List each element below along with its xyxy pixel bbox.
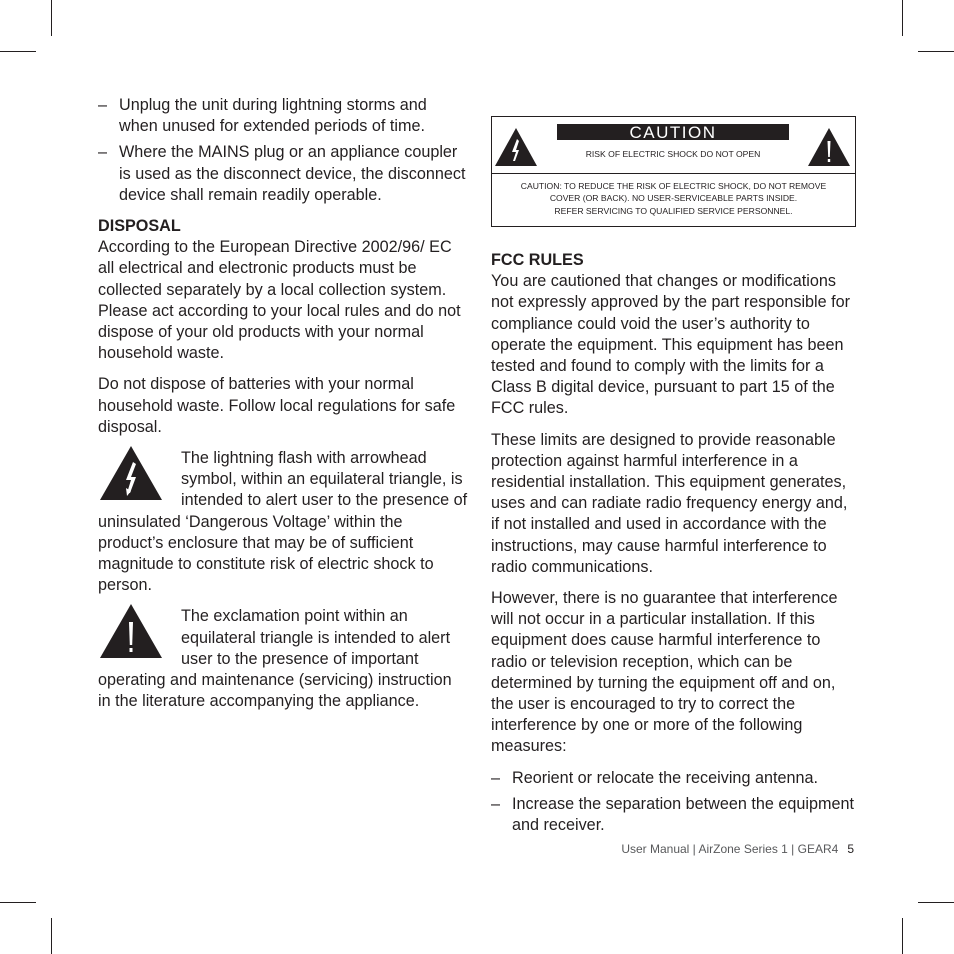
- caution-subtitle: RISK OF ELECTRIC SHOCK DO NOT OPEN: [585, 149, 761, 159]
- crop-mark: [0, 902, 36, 903]
- crop-mark: [51, 918, 52, 954]
- list-item: – Increase the separation between the equipment and receiver.: [491, 794, 855, 836]
- list-item: – Unplug the unit during lightning storms and when unused for extended periods of time.: [98, 95, 468, 137]
- page-footer: [621, 842, 854, 856]
- page-number: 5: [847, 842, 854, 856]
- right-column: [491, 250, 855, 841]
- divider: [492, 173, 855, 174]
- crop-mark: [51, 0, 52, 36]
- list-item: – Reorient or relocate the receiving antenna.: [491, 768, 855, 789]
- fcc-paragraph: These limits are designed to provide reasonable protection against harmful interference in a residential installation. This equipment generates, uses and can radiate radio frequency energy and, if not installed and used in accordance with the instructions, may cause harmful interference to radio communications.: [491, 430, 848, 576]
- disposal-heading: DISPOSAL: [98, 217, 181, 236]
- disposal-batteries-paragraph: Do not dispose of batteries with your normal household waste. Follow local regulations for safe disposal.: [98, 375, 456, 436]
- exclamation-symbol-description: The exclamation point within an equilateral triangle is intended to alert user to the presence of important operating and maintenance (servicing) instruction in the literature accompanying the appliance.: [98, 607, 452, 711]
- caution-body-line: REFER SERVICING TO QUALIFIED SERVICE PERSONNEL.: [554, 205, 793, 216]
- crop-mark: [918, 902, 954, 903]
- crop-mark: [0, 51, 36, 52]
- caution-title: CAUTION: [557, 124, 789, 140]
- caution-label: [491, 116, 856, 227]
- fcc-heading: FCC RULES: [491, 251, 584, 269]
- disposal-paragraph: According to the European Directive 2002/96/ EC all electrical and electronic products must be collected separately by a local collection system. Please act according to your local rules and do not dispose of your old products with your normal household waste.: [98, 238, 461, 363]
- caution-body-line: COVER (OR BACK). NO USER-SERVICEABLE PARTS INSIDE.: [549, 193, 798, 204]
- caution-header: [492, 117, 855, 174]
- fcc-paragraph: You are cautioned that changes or modifications not expressly approved by the part responsible for compliance could void the user’s authority to operate the equipment. This equipment has been tested and found to comply with the limits for a Class B digital device, pursuant to part 15 of the FCC rules.: [491, 272, 851, 418]
- crop-mark: [902, 0, 903, 36]
- exclamation-triangle-icon: [807, 127, 851, 172]
- caution-body-line: CAUTION: TO REDUCE THE RISK OF ELECTRIC SHOCK, DO NOT REMOVE: [520, 181, 827, 191]
- list-item: – Where the MAINS plug or an appliance coupler is used as the disconnect device, the disconnect device shall remain readily operable.: [98, 142, 468, 206]
- footer-text: User Manual | AirZone Series 1 | GEAR4: [621, 842, 839, 856]
- fcc-paragraph: However, there is no guarantee that interference will not occur in a particular installation. If this equipment does cause harmful interference to radio or television reception, which can be determined by turning the equipment off and on, the user is encouraged to try to correct the interference by one or more of the following measures:: [491, 589, 838, 756]
- lightning-symbol-description: The lightning flash with arrowhead symbol, within an equilateral triangle, is intended to alert user to the presence of uninsulated ‘Dangerous Voltage’ within the product’s enclosure that may be of sufficient magnitude to constitute risk of electric shock to person.: [98, 449, 468, 595]
- exclamation-triangle-icon: [98, 602, 181, 665]
- lightning-triangle-icon: [494, 127, 538, 172]
- crop-mark: [902, 918, 903, 954]
- caution-body: [496, 180, 851, 217]
- lightning-triangle-icon: [98, 444, 181, 507]
- crop-mark: [918, 51, 954, 52]
- left-column: [98, 95, 468, 722]
